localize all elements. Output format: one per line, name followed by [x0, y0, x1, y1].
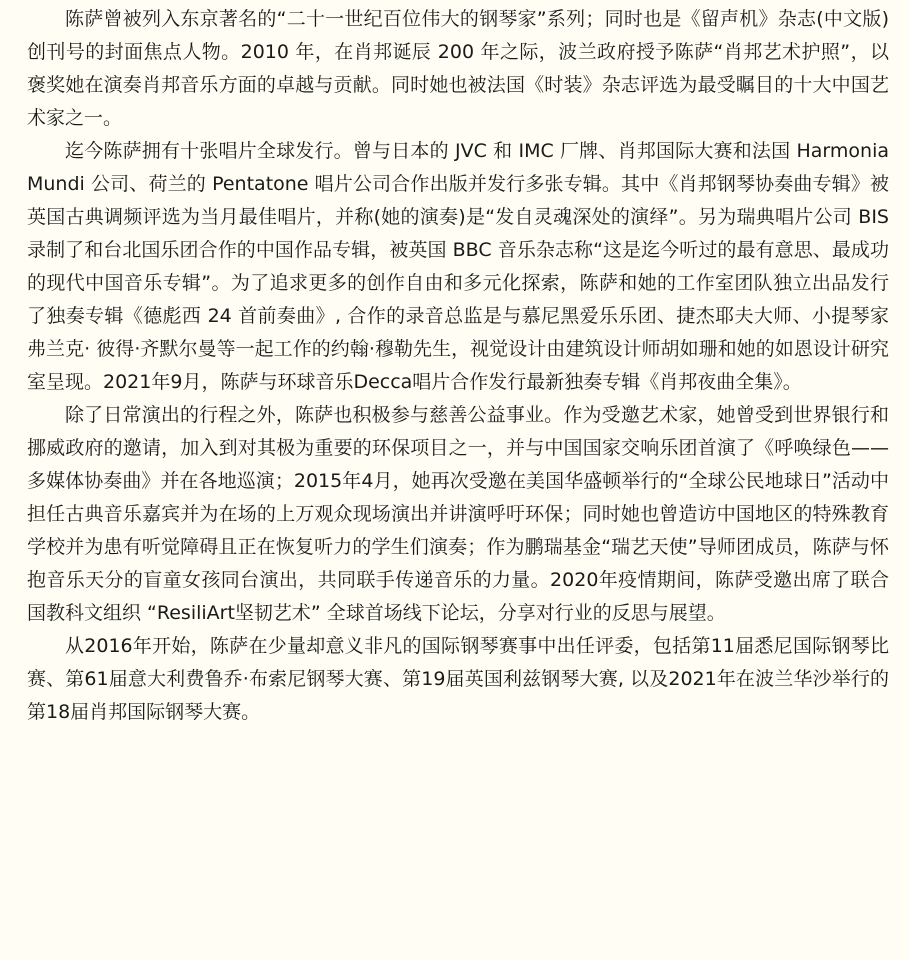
paragraph-discography: 迄今陈萨拥有十张唱片全球发行。曾与日本的 JVC 和 IMC 厂牌、肖邦国际大赛和法国 Harmonia Mundi 公司、荷兰的 Pentatone 唱片公司合作出版并发行多张专辑。其中《肖邦钢琴协奏曲专辑》被英国古典调频评选为当月最佳唱片，并称(她的演奏)是“发自灵魂深处的演绎”。另为瑞典唱片公司 BIS 录制了和台北国乐团合作的中国作品专辑，被英国 BBC 音乐杂志称“这是迄今听过的最有意思、最成功的现代中国音乐专辑”。为了追求更多的创作自由和多元化探索，陈萨和她的工作室团队独立出品发行了独奏专辑《德彪西 24 首前奏曲》, 合作的录音总监是与慕尼黑爱乐乐团、捷杰耶夫大师、小提琴家弗兰克· 彼得·齐默尔曼等一起工作的约翰·穆勒先生，视觉设计由建筑设计师胡如珊和她的如恩设计研究室呈现。2021年9月，陈萨与环球音乐Decca唱片合作发行最新独奏专辑《肖邦夜曲全集》。	[27, 140, 889, 393]
paragraph-charity: 除了日常演出的行程之外，陈萨也积极参与慈善公益事业。作为受邀艺术家，她曾受到世界银行和挪威政府的邀请，加入到对其极为重要的环保项目之一，并与中国国家交响乐团首演了《呼唤绿色——多媒体协奏曲》并在各地巡演；2015年4月，她再次受邀在美国华盛顿举行的“全球公民地球日”活动中担任古典音乐嘉宾并为在场的上万观众现场演出并讲演呼吁环保；同时她也曾造访中国地区的特殊教育学校并为患有听觉障碍且正在恢复听力的学生们演奏；作为鹏瑞基金“瑞艺天使”导师团成员，陈萨与怀抱音乐天分的盲童女孩同台演出，共同联手传递音乐的力量。2020年疫情期间，陈萨受邀出席了联合国教科文组织 “ResiliArt坚韧艺术” 全球首场线下论坛，分享对行业的反思与展望。	[27, 404, 889, 624]
paragraph-juries: 从2016年开始，陈萨在少量却意义非凡的国际钢琴赛事中出任评委，包括第11届悉尼国际钢琴比赛、第61届意大利费鲁乔·布索尼钢琴大赛、第19届英国利兹钢琴大赛, 以及2021年在波兰华沙举行的第18届肖邦国际钢琴大赛。	[27, 635, 889, 723]
paragraph-honors: 陈萨曾被列入东京著名的“二十一世纪百位伟大的钢琴家”系列；同时也是《留声机》杂志(中文版) 创刊号的封面焦点人物。2010 年，在肖邦诞辰 200 年之际，波兰政府授予陈萨“肖邦艺术护照”，以褒奖她在演奏肖邦音乐方面的卓越与贡献。同时她也被法国《时装》杂志评选为最受瞩目的十大中国艺术家之一。	[27, 8, 889, 129]
